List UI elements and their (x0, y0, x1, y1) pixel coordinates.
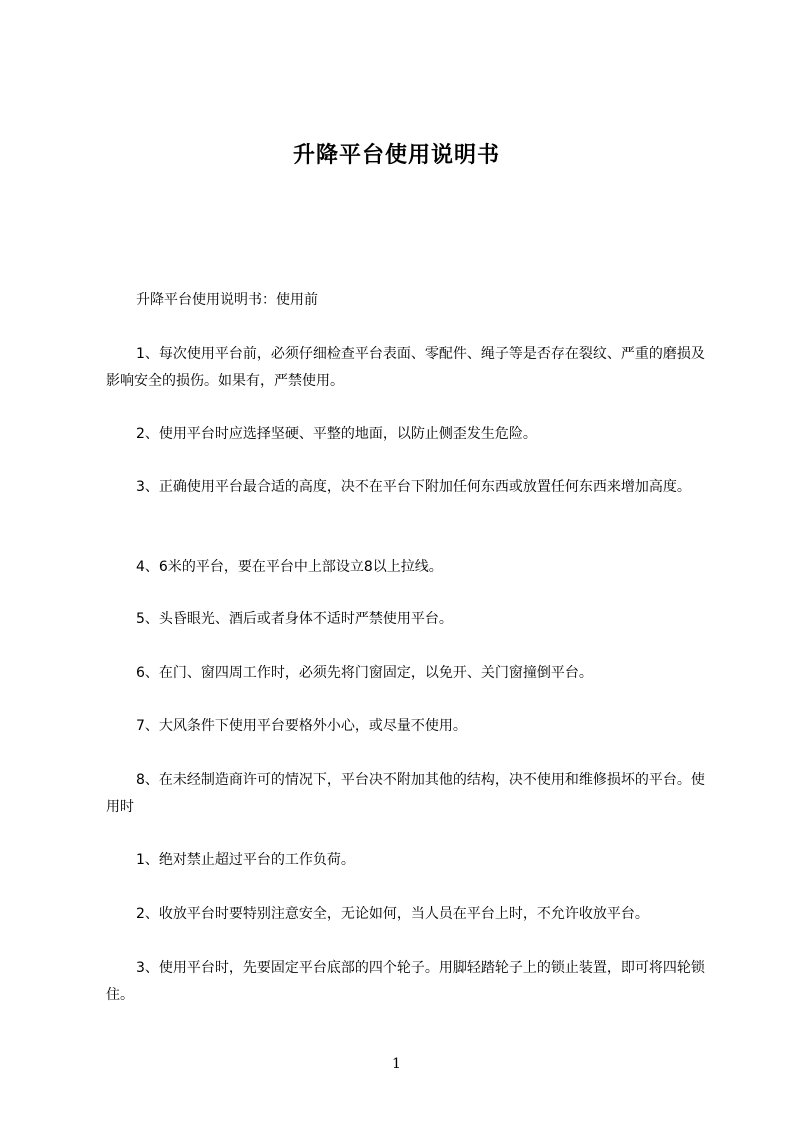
paragraph-during-use-3: 3、使用平台时，先要固定平台底部的四个轮子。用脚轻踏轮子上的锁止装置，即可将四轮锁住。 (106, 960, 705, 1003)
section-heading-before-use: 升降平台使用说明书：使用前 (136, 292, 318, 308)
page-number: 1 (392, 1056, 401, 1072)
paragraph-item-2: 2、使用平台时应选择坚硬、平整的地面，以防止侧歪发生危险。 (136, 426, 537, 442)
paragraph-item-4: 4、6米的平台，要在平台中上部设立8以上拉线。 (136, 559, 443, 575)
paragraph-during-use-1: 1、绝对禁止超过平台的工作负荷。 (136, 852, 355, 868)
document-title: 升降平台使用说明书 (292, 143, 500, 168)
paragraph-item-3: 3、正确使用平台最合适的高度，决不在平台下附加任何东西或放置任何东西来增加高度。 (136, 479, 691, 495)
paragraph-item-7: 7、大风条件下使用平台要格外小心，或尽量不使用。 (136, 718, 467, 734)
paragraph-during-use-2: 2、收放平台时要特别注意安全，无论如何，当人员在平台上时，不允许收放平台。 (136, 906, 649, 922)
paragraph-item-5: 5、头昏眼光、酒后或者身体不适时严禁使用平台。 (136, 611, 453, 627)
paragraph-item-6: 6、在门、窗四周工作时，必须先将门窗固定，以免开、关门窗撞倒平台。 (136, 665, 593, 681)
paragraph-item-8: 8、在未经制造商许可的情况下，平台决不附加其他的结构，决不使用和维修损坏的平台。使用时 (106, 772, 705, 815)
paragraph-item-1: 1、每次使用平台前，必须仔细检查平台表面、零配件、绳子等是否存在裂纹、严重的磨损及影响安全的损伤。如果有，严禁使用。 (106, 346, 705, 389)
